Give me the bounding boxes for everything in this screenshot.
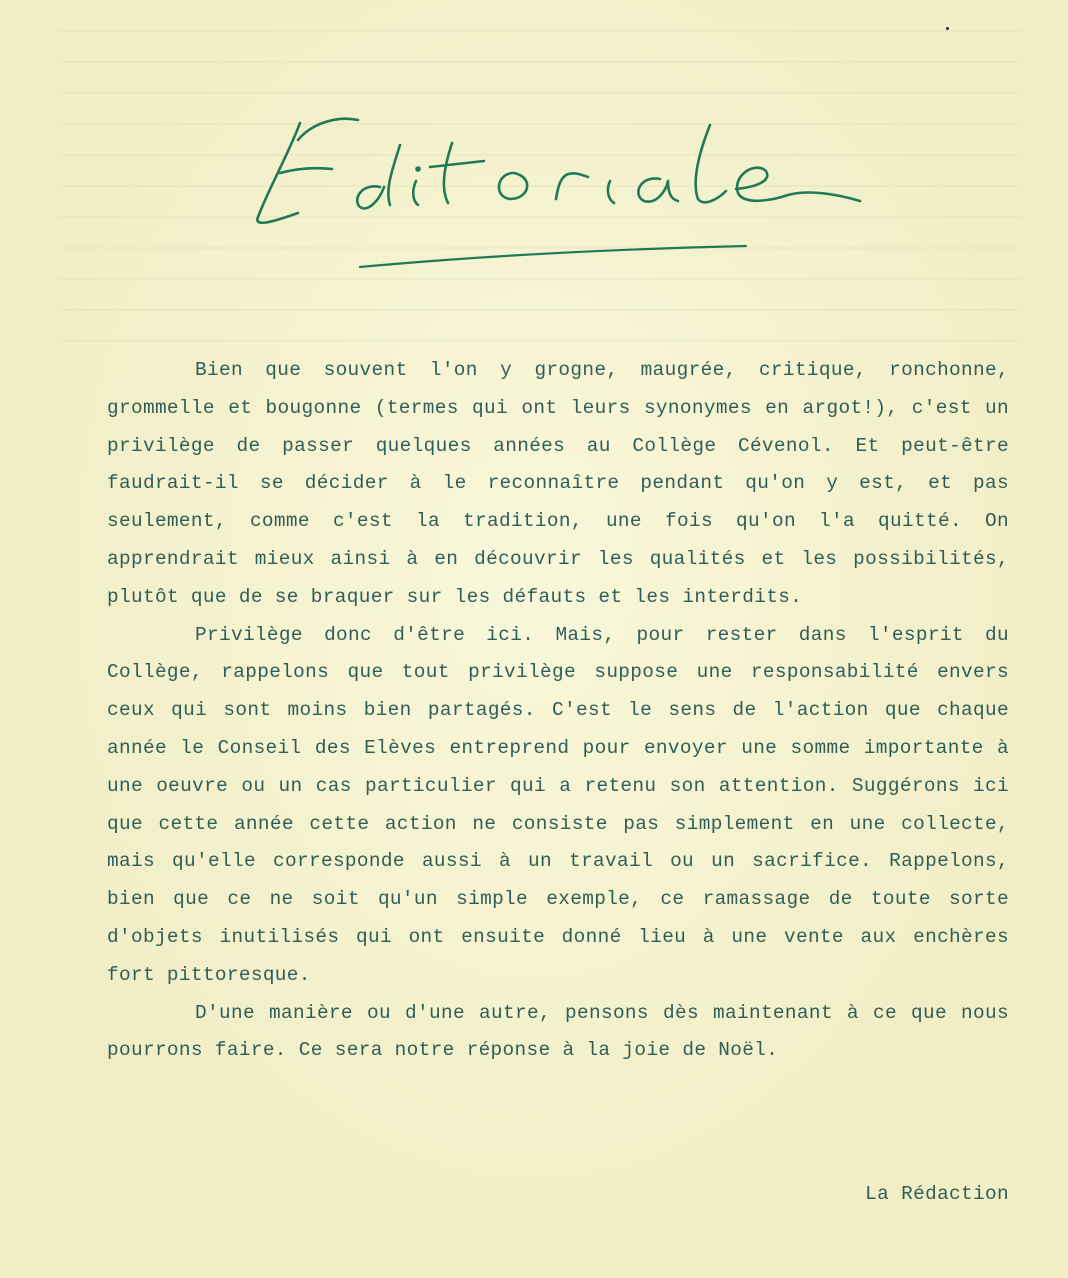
ink-speck (946, 27, 949, 30)
signature: La Rédaction (865, 1183, 1009, 1205)
paragraph-2: Privilège donc d'être ici. Mais, pour rester dans l'esprit du Collège, rappelons que tout privilège suppose une responsabilité envers ceux qui sont moins bien partagés. C'est le sens de l'action que chaque année le Conseil des Elèves entreprend pour envoyer une somme importante à une oeuvre ou un cas particulier qui a retenu son attention. Suggérons ici que cette année cette action ne consiste pas simplement en une collecte, mais qu'elle corresponde aussi à un travail ou un sacrifice. Rappelons, bien que ce ne soit qu'un simple exemple, ce ramassage de toute sorte d'objets inutilisés qui ont ensuite donné lieu à une vente aux enchères fort pittoresque. (107, 623, 1009, 986)
handwritten-title (240, 95, 880, 285)
paragraph-1: Bien que souvent l'on y grogne, maugrée, critique, ronchonne, grommelle et bougonne (termes qui ont leurs synonymes en argot!), c'est un privilège de passer quelques années au Collège Cévenol. Et peut-être faudrait-il se décider à le reconnaître pendant qu'on y est, et pas seulement, comme c'est la tradition, une fois qu'on l'a quitté. On apprendrait mieux ainsi à en découvrir les qualités et les possibilités, plutôt que de se braquer sur les défauts et les interdits. (107, 359, 1009, 608)
paragraph-3: D'une manière ou d'une autre, pensons dès maintenant à ce que nous pourrons faire. Ce sera notre réponse à la joie de Noël. (107, 1001, 1009, 1062)
editorial-handwriting-graphic (240, 95, 880, 285)
editorial-body (107, 352, 1009, 1070)
